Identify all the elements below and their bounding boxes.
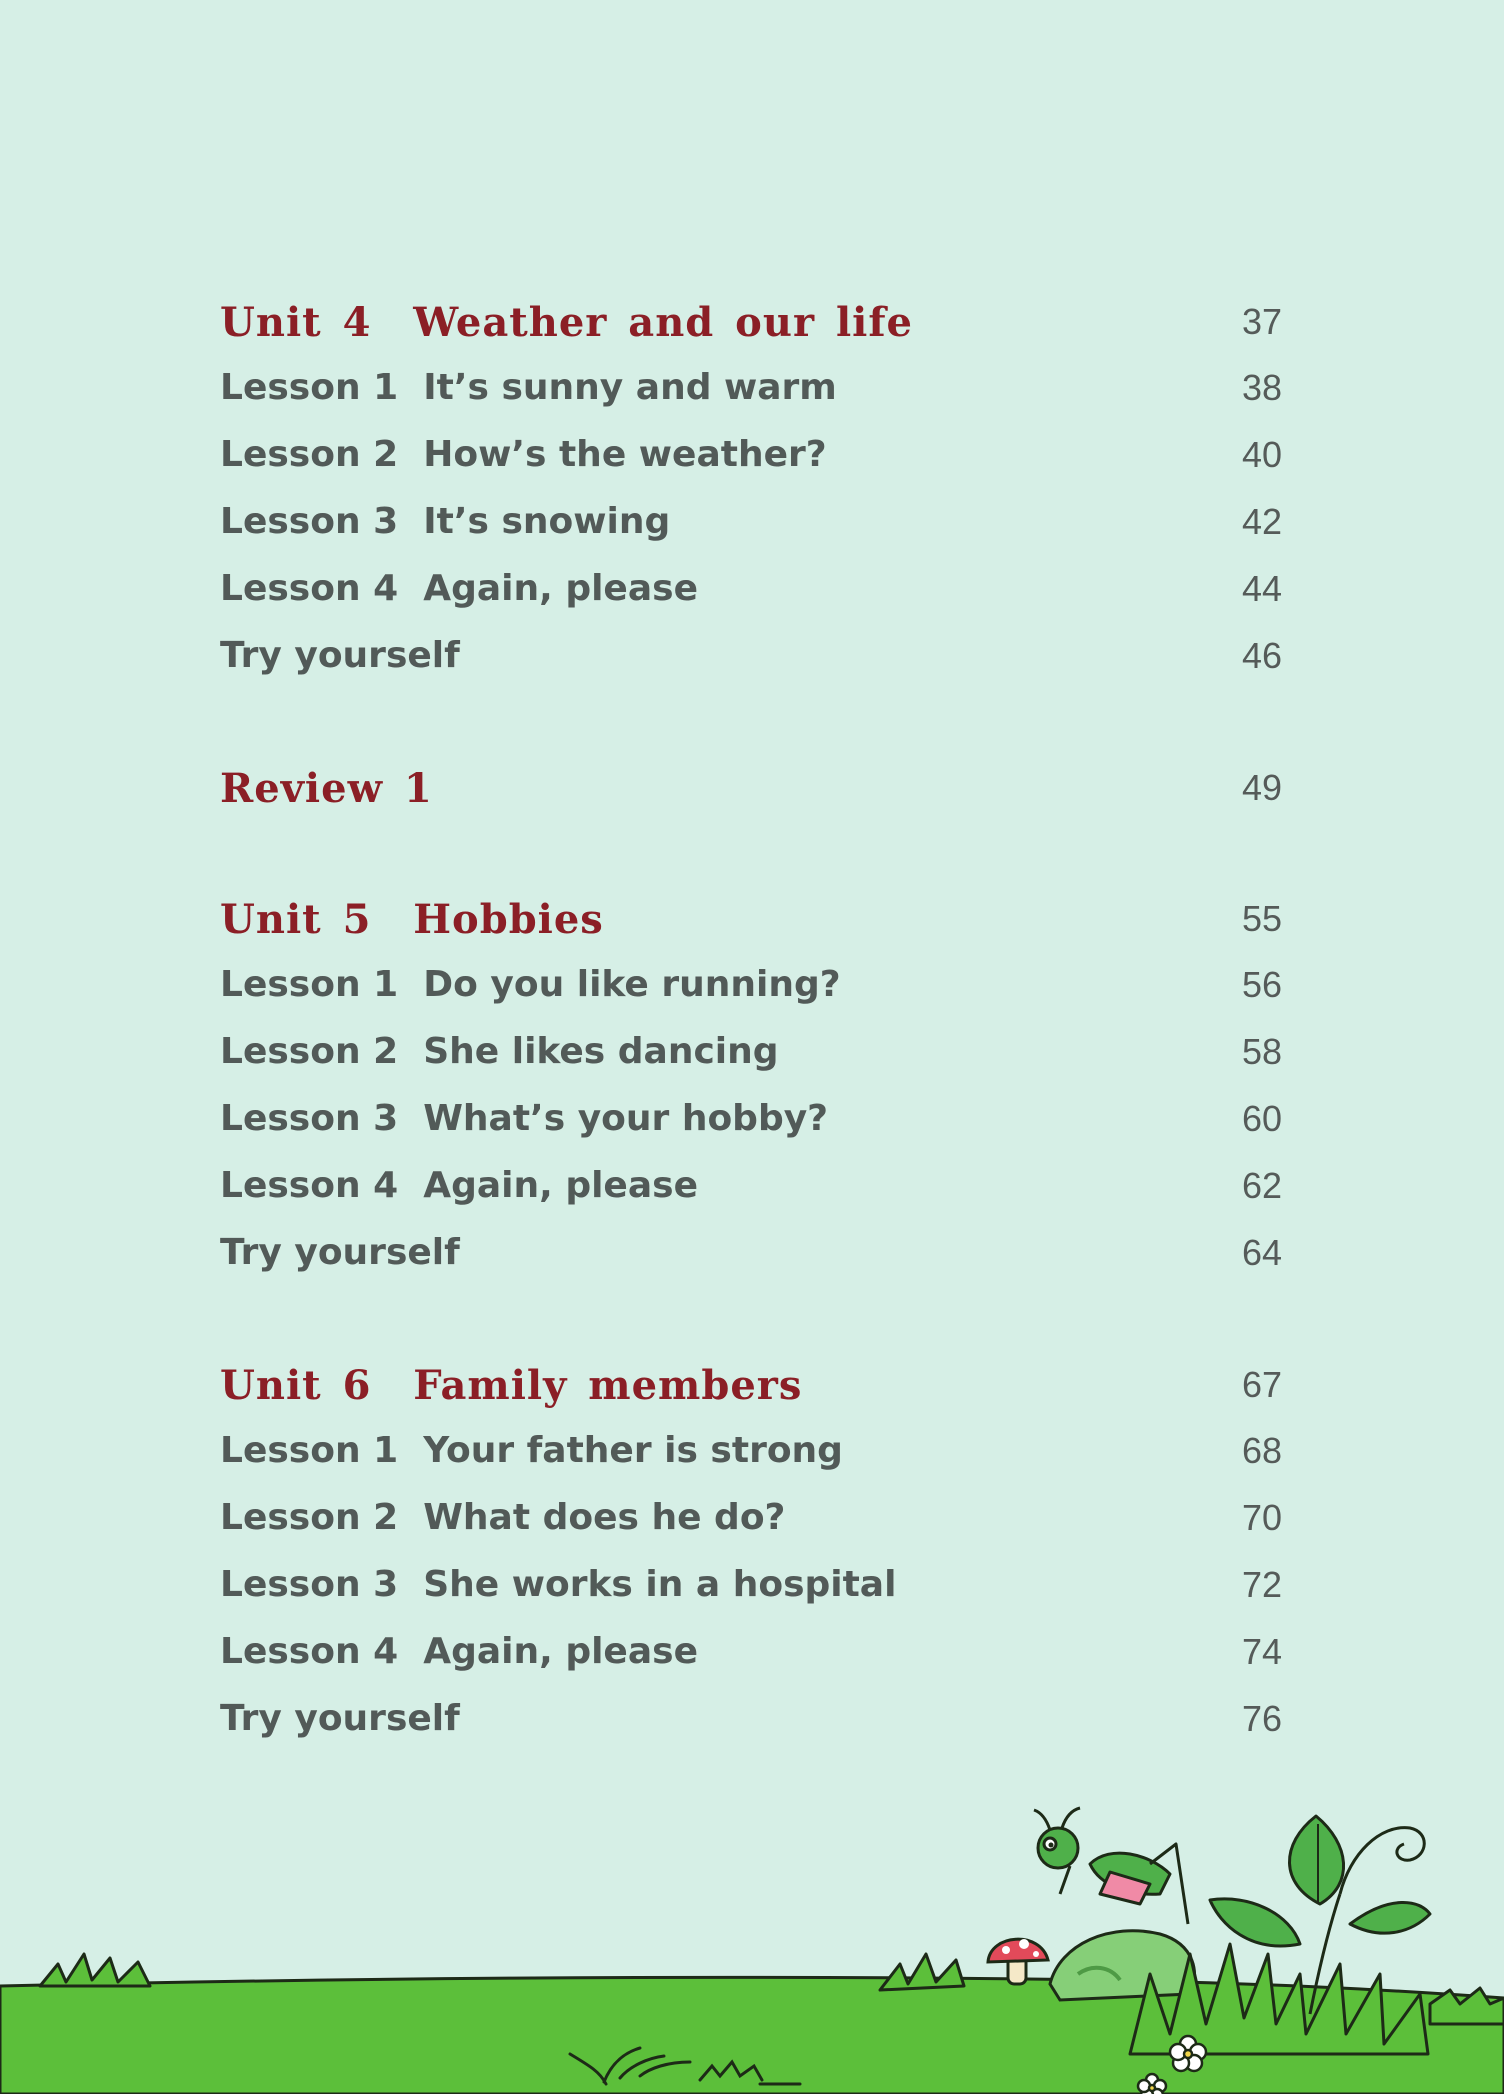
section-spacer xyxy=(220,689,1282,756)
page-number: 46 xyxy=(1241,634,1282,676)
page-number: 62 xyxy=(1241,1164,1282,1206)
page-number: 74 xyxy=(1241,1630,1282,1672)
lesson-title: Lesson 3 She works in a hospital xyxy=(220,1564,897,1605)
toc-unit-heading[interactable] xyxy=(220,290,1282,354)
review-title: Review 1 xyxy=(220,764,433,812)
toc-entry[interactable] xyxy=(220,488,1282,555)
toc-review-heading[interactable] xyxy=(220,756,1282,820)
page-number: 60 xyxy=(1241,1097,1282,1139)
lesson-title: Lesson 4 Again, please xyxy=(220,568,698,609)
page-number: 55 xyxy=(1241,898,1282,939)
lesson-title: Try yourself xyxy=(220,1232,460,1273)
unit-title: Unit 6 Family members xyxy=(220,1361,803,1409)
page-number: 64 xyxy=(1241,1231,1282,1273)
page-number: 37 xyxy=(1241,301,1282,342)
lesson-title: Lesson 4 Again, please xyxy=(220,1165,698,1206)
page-number: 58 xyxy=(1241,1030,1282,1072)
toc-unit-heading[interactable] xyxy=(220,887,1282,951)
lesson-title: Try yourself xyxy=(220,1698,460,1739)
lesson-title: Lesson 4 Again, please xyxy=(220,1631,698,1672)
page-number: 40 xyxy=(1241,433,1282,475)
toc-entry[interactable] xyxy=(220,1018,1282,1085)
toc-entry[interactable] xyxy=(220,1085,1282,1152)
toc-entry[interactable] xyxy=(220,1551,1282,1618)
lesson-title: Lesson 2 How’s the weather? xyxy=(220,434,827,475)
grass-tuft-icon xyxy=(880,1954,964,1990)
lesson-title: Lesson 1 Your father is strong xyxy=(220,1430,843,1471)
page-number: 44 xyxy=(1241,567,1282,609)
section-spacer xyxy=(220,820,1282,887)
grasshopper-icon xyxy=(1034,1808,1188,1924)
unit-title: Unit 5 Hobbies xyxy=(220,895,604,943)
page-number: 38 xyxy=(1241,366,1282,408)
page-number: 70 xyxy=(1241,1496,1282,1538)
page-number: 67 xyxy=(1241,1364,1282,1405)
page-number: 76 xyxy=(1241,1697,1282,1739)
lesson-title: Lesson 3 It’s snowing xyxy=(220,501,671,542)
toc-entry[interactable] xyxy=(220,555,1282,622)
toc-entry[interactable] xyxy=(220,1219,1282,1286)
lesson-title: Lesson 2 She likes dancing xyxy=(220,1031,779,1072)
section-spacer xyxy=(220,1286,1282,1353)
meadow-illustration xyxy=(0,1804,1504,2094)
lesson-title: Lesson 2 What does he do? xyxy=(220,1497,786,1538)
toc-entry[interactable] xyxy=(220,1152,1282,1219)
toc-entry[interactable] xyxy=(220,421,1282,488)
toc-entry[interactable] xyxy=(220,1417,1282,1484)
page-number: 42 xyxy=(1241,500,1282,542)
unit-title: Unit 4 Weather and our life xyxy=(220,298,913,346)
page-number: 56 xyxy=(1241,963,1282,1005)
toc-entry[interactable] xyxy=(220,1685,1282,1752)
page-number: 68 xyxy=(1241,1429,1282,1471)
toc-entry[interactable] xyxy=(220,1618,1282,1685)
toc-unit-heading[interactable] xyxy=(220,1353,1282,1417)
page-number: 49 xyxy=(1241,767,1282,808)
grass-tuft-icon xyxy=(40,1954,150,1986)
toc-entry[interactable] xyxy=(220,622,1282,689)
toc-entry[interactable] xyxy=(220,951,1282,1018)
page-number: 72 xyxy=(1241,1563,1282,1605)
lesson-title: Lesson 3 What’s your hobby? xyxy=(220,1098,829,1139)
toc-entry[interactable] xyxy=(220,1484,1282,1551)
lesson-title: Lesson 1 Do you like running? xyxy=(220,964,841,1005)
lesson-title: Lesson 1 It’s sunny and warm xyxy=(220,367,837,408)
lesson-title: Try yourself xyxy=(220,635,460,676)
rock xyxy=(1050,1931,1195,2000)
toc-entry[interactable] xyxy=(220,354,1282,421)
table-of-contents xyxy=(220,290,1282,1752)
